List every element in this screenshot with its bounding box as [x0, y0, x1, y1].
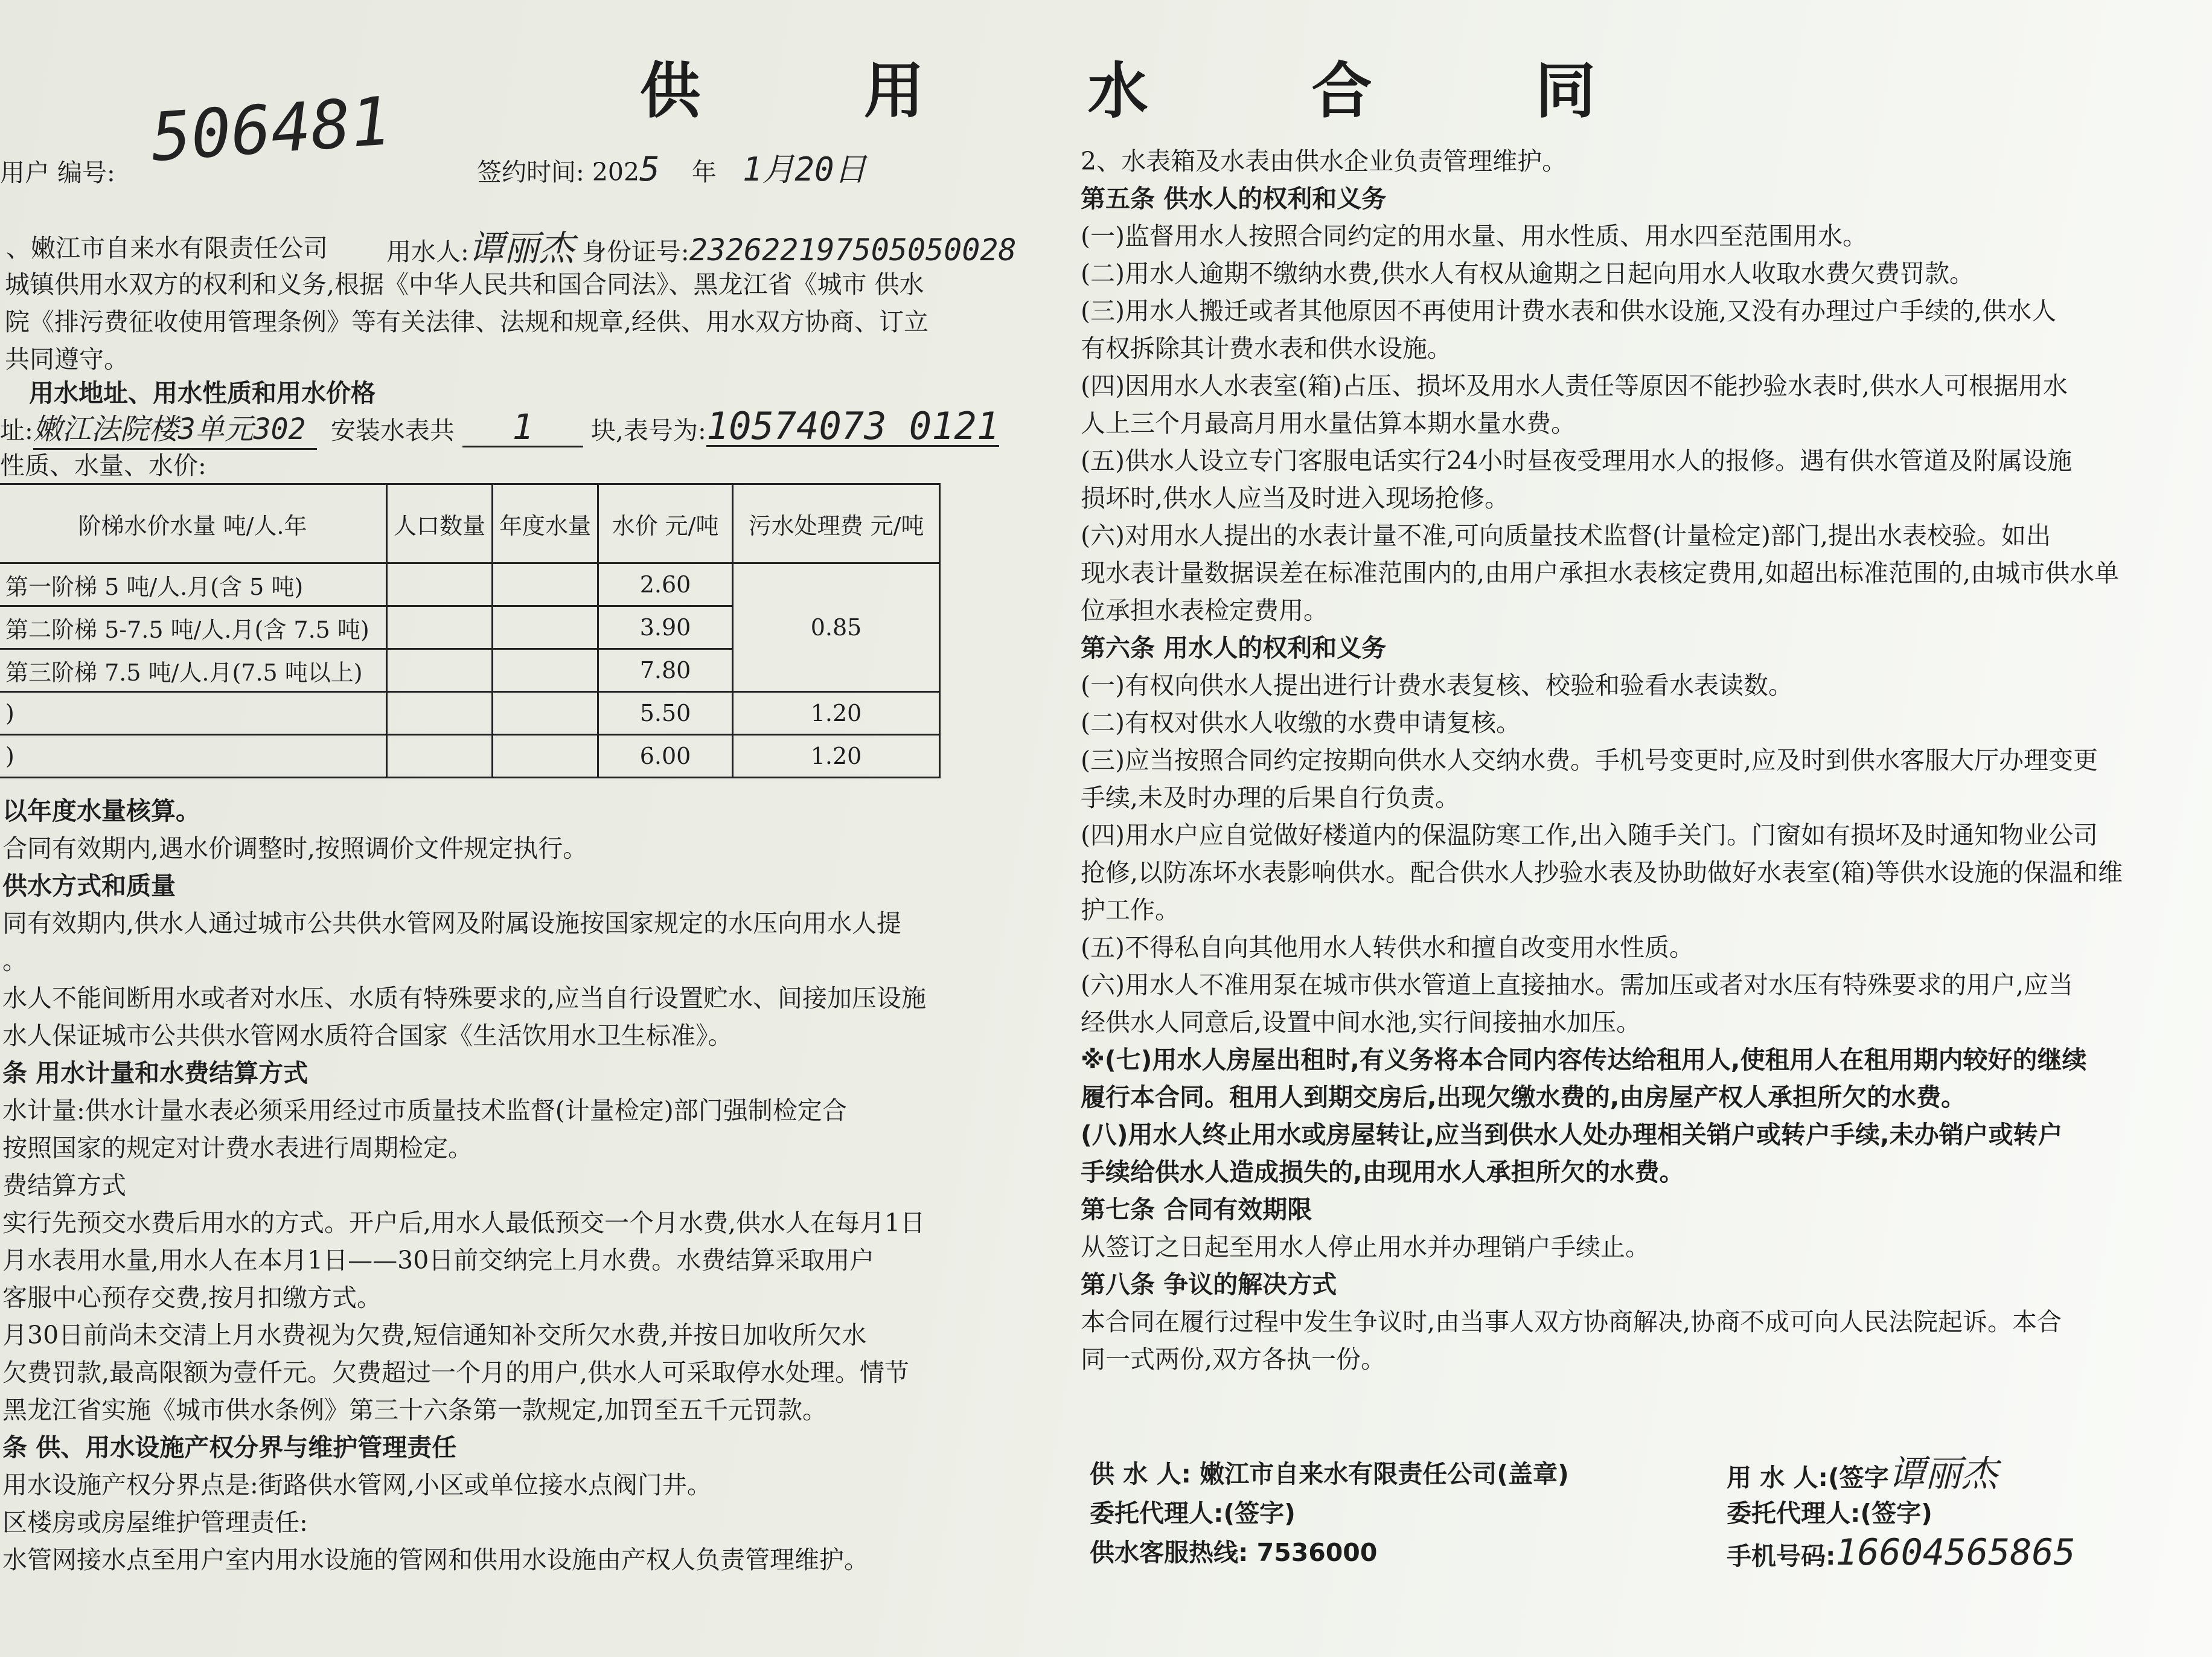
body-line: (三)应当按照合同约定按期向供水人交纳水费。手机号变更时,应及时到供水客服大厅办理变更	[1081, 746, 2099, 775]
price-cell: 2.60	[598, 563, 733, 606]
body-line: 2、水表箱及水表由供水企业负责管理维护。	[1081, 147, 1567, 176]
meter-count-hand: 1	[462, 408, 583, 447]
hotline-label: 供水客服热线: 7536000	[1090, 1538, 1378, 1567]
body-line: 按照国家的规定对计费水表进行周期检定。	[2, 1133, 473, 1162]
body-line: 现水表计量数据误差在标准范围内的,由用户承担水表核定费用,如超出标准范围的,由城市供水单	[1081, 559, 2120, 588]
body-line: 护工作。	[1081, 896, 1180, 925]
supplier-signature-label: 供 水 人: 嫩江市自来水有限责任公司(盖章)	[1090, 1460, 1569, 1489]
body-line: 月30日前尚未交清上月水费视为欠费,短信通知补交所欠水费,并按日加收所欠水	[2, 1321, 867, 1350]
address-line: 址:嫩江法院楼3单元302 安装水表共 1 块,表号为:10574073 0121	[0, 408, 999, 450]
price-cell: 5.50	[598, 692, 733, 735]
body-line: (四)用水户应自觉做好楼道内的保温防寒工作,出入随手关门。门窗如有损坏及时通知物业公司	[1081, 821, 2099, 850]
body-line: 损坏时,供水人应当及时进入现场抢修。	[1081, 484, 1510, 513]
section-heading: 供水方式和质量	[2, 871, 176, 900]
supplier-agent-label: 委托代理人:(签字)	[1090, 1499, 1296, 1528]
user-signature-label: 用 水 人:(签字谭丽杰	[1727, 1453, 1998, 1495]
body-line: (五)供水人设立专门客服电话实行24小时昼夜受理用水人的报修。遇有供水管道及附属设施	[1081, 446, 2073, 475]
header-cell: 水价 元/吨	[598, 484, 733, 563]
table-row	[0, 563, 940, 606]
tier-cell: 第二阶梯 5-7.5 吨/人.月(含 7.5 吨)	[0, 606, 387, 649]
body-line: 水管网接水点至用户室内用水设施的管网和供用水设施由产权人负责管理维护。	[2, 1545, 869, 1574]
meter-number-hand: 10574073 0121	[706, 404, 1000, 448]
body-line: (六)对用水人提出的水表计量不准,可向质量技术监督(计量检定)部门,提出水表校验。如出	[1081, 521, 2051, 550]
tier-cell: 第一阶梯 5 吨/人.月(含 5 吨)	[0, 563, 387, 606]
body-line: 人上三个月最高月用水量估算本期水量水费。	[1081, 409, 1576, 438]
body-line: (二)用水人逾期不缴纳水费,供水人有权从逾期之日起向用水人收取水费欠费罚款。	[1081, 259, 1975, 288]
price-label: 性质、水量、水价:	[0, 451, 206, 480]
price-cell: 3.90	[598, 606, 733, 649]
body-line: 有权拆除其计费水表和供水设施。	[1081, 334, 1452, 363]
sewage-fee-cell: 1.20	[733, 735, 940, 778]
user-line: 用水人:谭丽杰 身份证号:232622197505050028	[386, 228, 1017, 269]
tier-cell: )	[0, 692, 387, 735]
address-hand: 嫩江法院楼3单元302	[33, 411, 317, 450]
handwritten-number: 506481	[149, 82, 394, 176]
body-line: (一)监督用水人按照合同约定的用水量、用水性质、用水四至范围用水。	[1081, 222, 1867, 251]
body-line: 水计量:供水计量水表必须采用经过市质量技术监督(计量检定)部门强制检定合	[2, 1096, 847, 1125]
user-name-hand: 谭丽杰	[468, 228, 574, 269]
section-heading: 第五条 供水人的权利和义务	[1081, 184, 1387, 213]
body-line: 抢修,以防冻坏水表影响供水。配合供水人抄验水表及协助做好水表室(箱)等供水设施的保温和维	[1081, 858, 2123, 887]
intro-line: 院《排污费征收使用管理条例》等有关法律、法规和规章,经供、用水双方协商、订立	[5, 307, 929, 336]
body-line: 费结算方式	[2, 1171, 126, 1200]
document-title: 供 用 水 合 同	[640, 55, 1667, 126]
body-line: 欠费罚款,最高限额为壹仟元。欠费超过一个月的用户,供水人可采取停水处理。情节	[2, 1358, 910, 1387]
body-line: 本合同在履行过程中发生争议时,由当事人双方协商解决,协商不成可向人民法院起诉。本合	[1081, 1307, 2062, 1336]
header-cell: 人口数量	[387, 484, 493, 563]
body-line: 位承担水表检定费用。	[1081, 596, 1328, 625]
intro-line: 城镇供用水双方的权利和义务,根据《中华人民共和国合同法》、黑龙江省《城市 供水	[5, 270, 924, 299]
body-line: 客服中心预存交费,按月扣缴方式。	[2, 1283, 382, 1312]
body-line: (五)不得私自向其他用水人转供水和擅自改变用水性质。	[1081, 933, 1694, 962]
section-heading: 第八条 争议的解决方式	[1081, 1270, 1337, 1299]
population-cell	[387, 563, 493, 606]
section-heading: 条 用水计量和水费结算方式	[2, 1059, 308, 1088]
body-line: 区楼房或房屋维护管理责任:	[2, 1508, 308, 1537]
left-column-body	[2, 792, 926, 1578]
phone-hand: 16604565865	[1835, 1531, 2076, 1574]
id-number-hand: 232622197505050028	[689, 232, 1017, 268]
body-line: 月水表用水量,用水人在本月1日——30日前交纳完上月水费。水费结算采取用户	[2, 1246, 875, 1275]
table-row	[0, 692, 940, 735]
header-cell: 年度水量	[493, 484, 598, 563]
section-heading: 第六条 用水人的权利和义务	[1081, 633, 1387, 662]
sewage-fee-cell: 1.20	[733, 692, 940, 735]
water-price-table	[0, 483, 941, 778]
annual-volume-cell	[493, 563, 598, 606]
body-line: (一)有权向供水人提出进行计费水表复核、校验和验看水表读数。	[1081, 671, 1793, 700]
body-line: 经供水人同意后,设置中间水池,实行间接抽水加压。	[1081, 1008, 1641, 1037]
body-line: 合同有效期内,遇水价调整时,按照调价文件规定执行。	[2, 834, 588, 863]
intro-line: 共同遵守。	[5, 345, 129, 374]
body-line: 黑龙江省实施《城市供水条例》第三十六条第一款规定,加罚至五千元罚款。	[2, 1396, 828, 1425]
user-no-label: 用户 编号:	[0, 158, 115, 187]
body-line: (六)用水人不准用泵在城市供水管道上直接抽水。需加压或者对水压有特殊要求的用户,应当	[1081, 970, 2074, 999]
body-line: 用水设施产权分界点是:街路供水管网,小区或单位接水点阀门井。	[2, 1470, 712, 1499]
table-header-row	[0, 484, 940, 563]
body-line: 水人不能间断用水或者对水压、水质有特殊要求的,应当自行设置贮水、间接加压设施	[2, 984, 927, 1013]
body-line: 水人保证城市公共供水管网水质符合国家《生活饮用水卫生标准》。	[2, 1021, 733, 1050]
body-line: 。	[2, 946, 27, 975]
body-line: 同一式两份,双方各执一份。	[1081, 1345, 1386, 1374]
section-heading: ※(七)用水人房屋出租时,有义务将本合同内容传达给租用人,使租用人在租用期内较好的继续	[1081, 1045, 2087, 1074]
section-heading: 第七条 合同有效期限	[1081, 1195, 1312, 1224]
section-heading: 履行本合同。租用人到期交房后,出现欠缴水费的,由房屋产权人承担所欠的水费。	[1081, 1083, 1966, 1112]
table-row	[0, 735, 940, 778]
body-line: 从签订之日起至用水人停止用水并办理销户手续止。	[1081, 1232, 1650, 1261]
body-line: 手续,未及时办理的后果自行负责。	[1081, 783, 1460, 812]
sign-time-label: 签约时间: 2025 年 1月20日	[477, 150, 867, 189]
header-cell: 污水处理费 元/吨	[733, 484, 940, 563]
phone-line: 手机号码:16604565865	[1727, 1531, 2076, 1574]
user-agent-label: 委托代理人:(签字)	[1727, 1499, 1932, 1528]
section-heading: 条 供、用水设施产权分界与维护管理责任	[2, 1433, 457, 1462]
tier-cell: 第三阶梯 7.5 吨/人.月(7.5 吨以上)	[0, 649, 387, 692]
user-signature-hand: 谭丽杰	[1888, 1453, 1998, 1495]
body-line: (二)有权对供水人收缴的水费申请复核。	[1081, 708, 1521, 737]
price-cell: 7.80	[598, 649, 733, 692]
header-cell: 阶梯水价水量 吨/人.年	[0, 484, 387, 563]
section-address-heading: 用水地址、用水性质和用水价格	[29, 379, 376, 408]
body-line: 同有效期内,供水人通过城市公共供水管网及附属设施按国家规定的水压向用水人提	[2, 909, 902, 938]
body-line: (三)用水人搬迁或者其他原因不再使用计费水表和供水设施,又没有办理过户手续的,供水人	[1081, 296, 2057, 325]
body-line: (四)因用水人水表室(箱)占压、损坏及用水人责任等原因不能抄验水表时,供水人可根据用水	[1081, 371, 2068, 400]
sewage-fee-cell: 0.85	[733, 563, 940, 692]
section-heading: 手续给供水人造成损失的,由现用水人承担所欠的水费。	[1081, 1158, 1684, 1187]
supplier-line: 、嫩江市自来水有限责任公司	[6, 234, 328, 263]
section-heading: 以年度水量核算。	[2, 796, 200, 825]
left-intro	[5, 266, 929, 378]
price-cell: 6.00	[598, 735, 733, 778]
tier-cell: )	[0, 735, 387, 778]
right-column-body	[1081, 143, 2123, 1378]
section-heading: (八)用水人终止用水或房屋转让,应当到供水人处办理相关销户或转户手续,未办销户或转户	[1081, 1120, 2063, 1149]
body-line: 实行先预交水费后用水的方式。开户后,用水人最低预交一个月水费,供水人在每月1日	[2, 1208, 925, 1237]
